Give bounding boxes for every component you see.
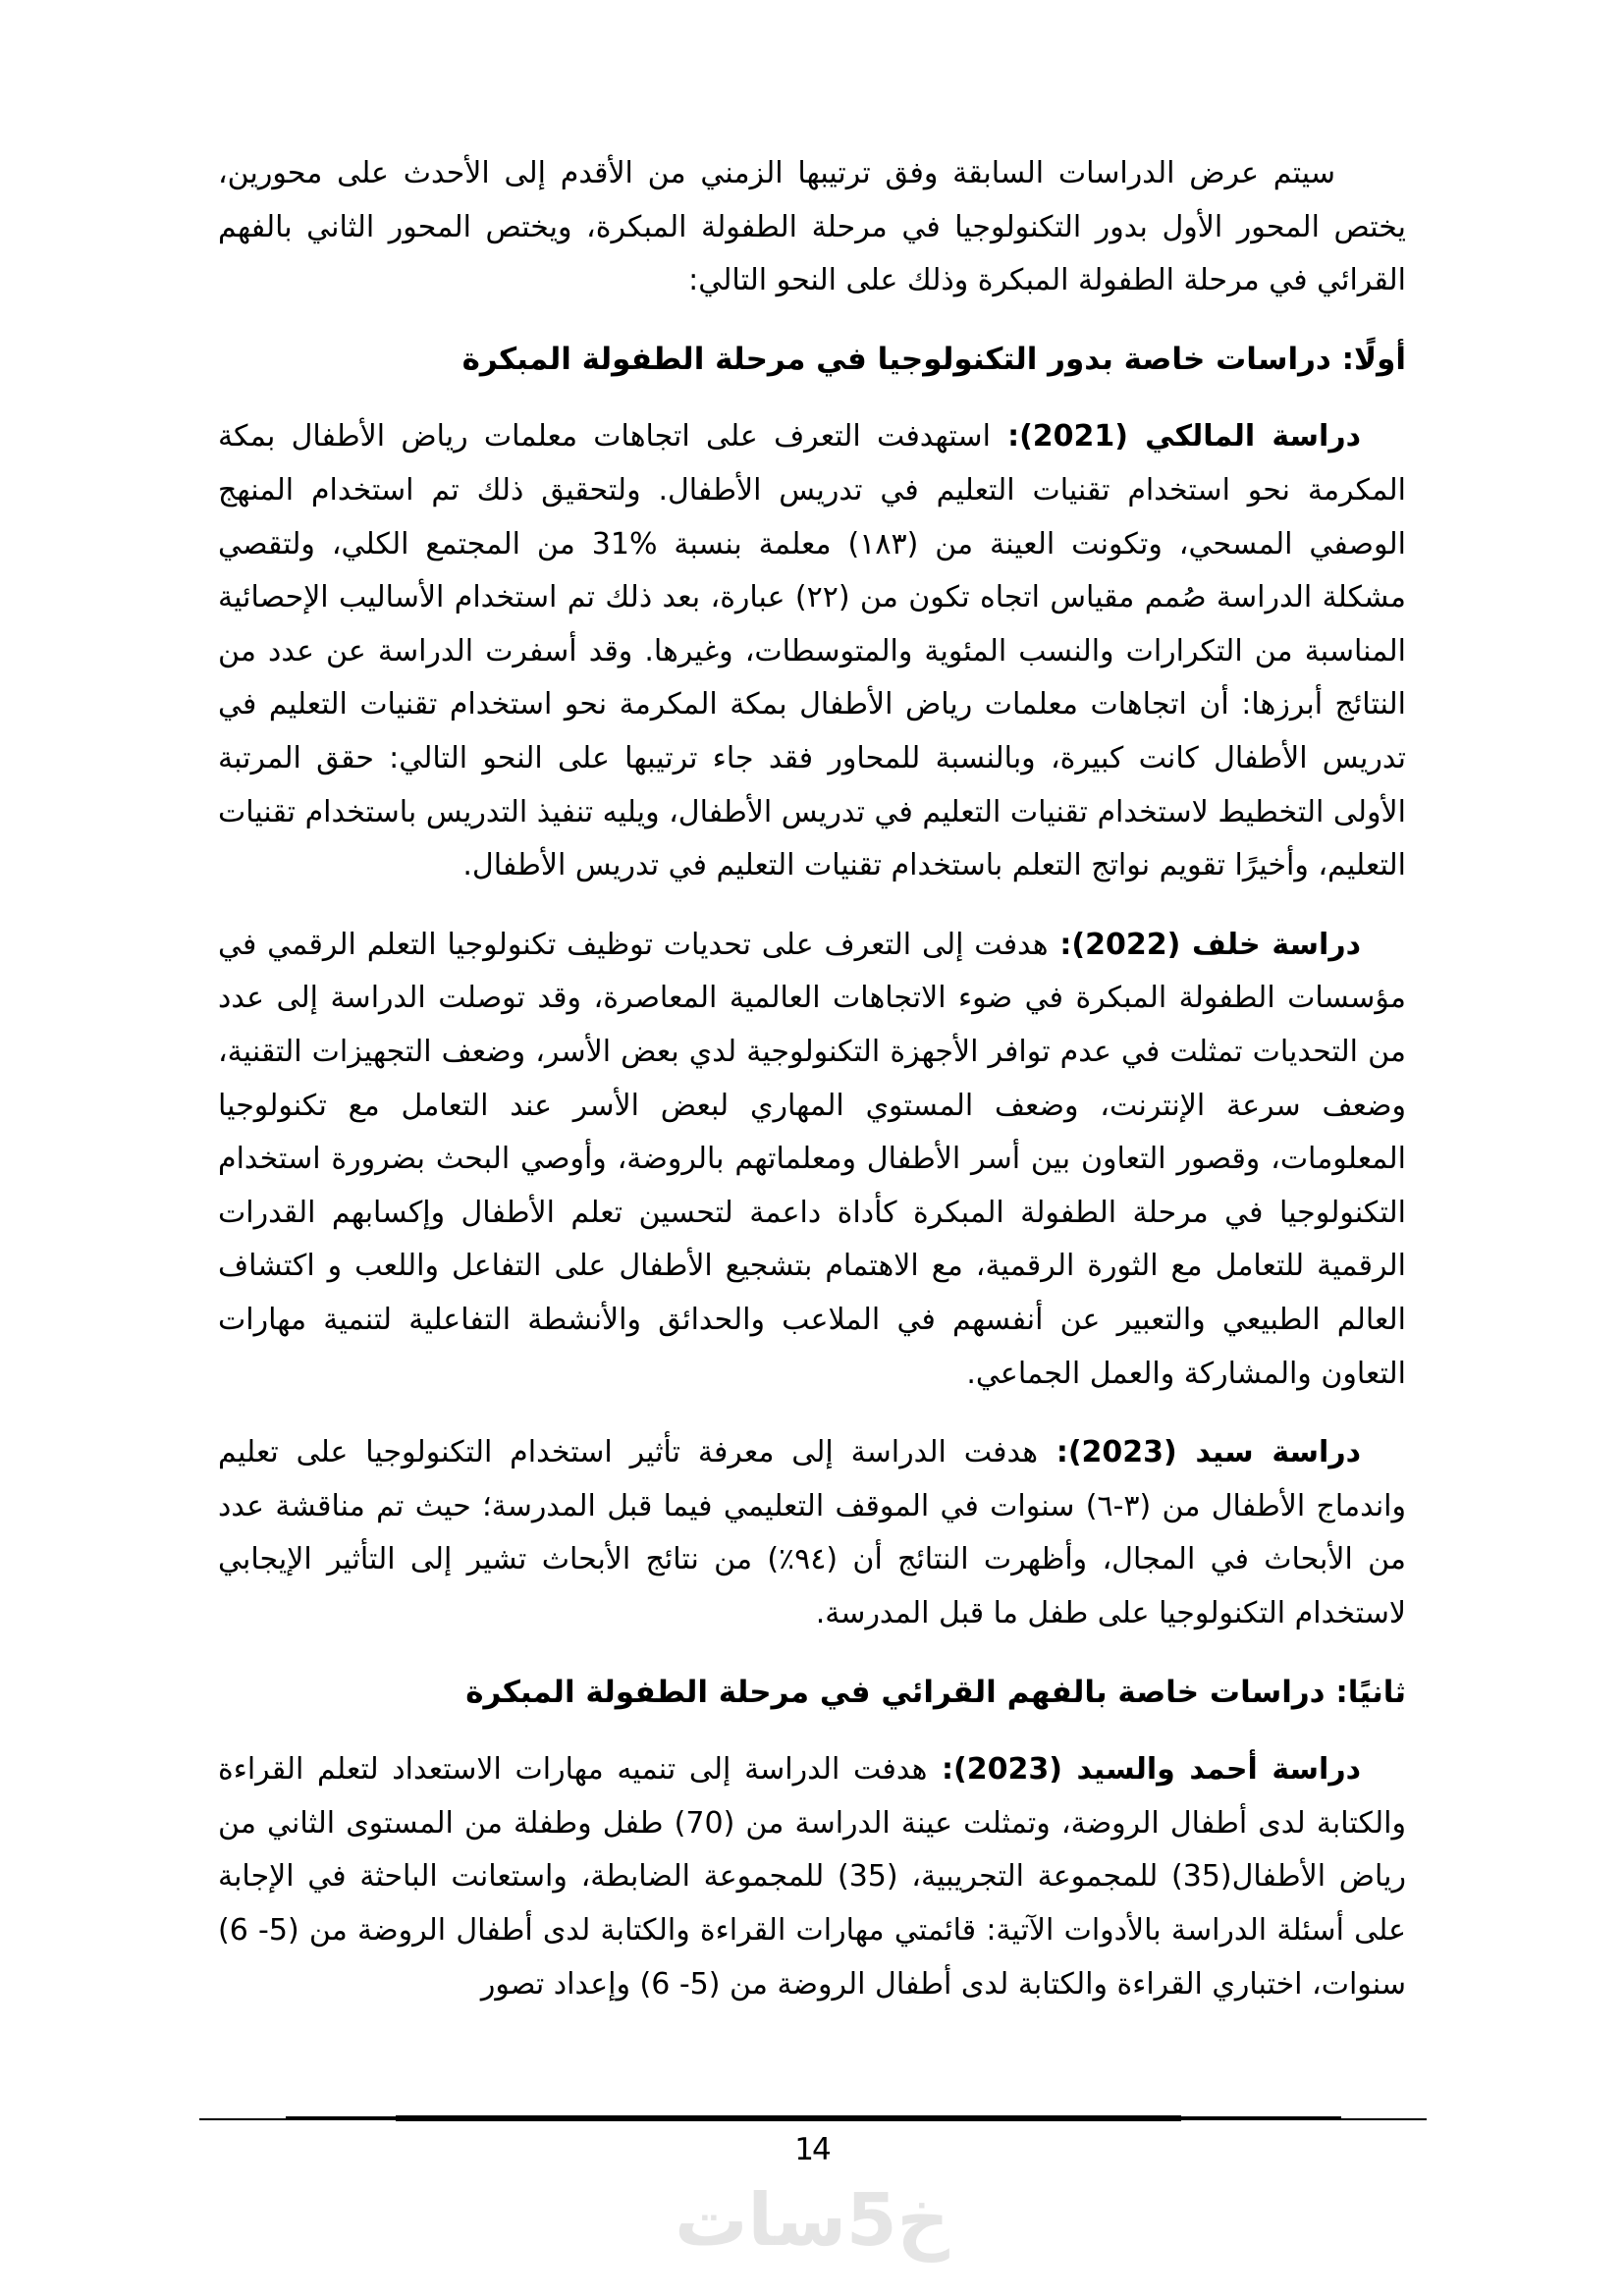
study-paragraph-sayed-2023 [218, 1426, 1406, 1640]
intro-paragraph: سيتم عرض الدراسات السابقة وفق ترتيبها الزمني من الأقدم إلى الأحدث على محورين، يختص المحور الأول بدور التكنولوجيا في مرحلة الطفولة المبكرة، ويختص المحور الثاني بالفهم القرائي في مرحلة الطفولة المبكرة وذلك على النحو التالي: [218, 156, 1406, 298]
footer-rule-thick-line [396, 2115, 1181, 2121]
khamsat-watermark: خ5سات [675, 2178, 949, 2263]
page-number: 14 [794, 2132, 830, 2167]
section-2-heading: ثانيًا: دراسات خاصة بالفهم القرائي في مرحلة الطفولة المبكرة [465, 1674, 1406, 1710]
study-body-sayed-2023: هدفت الدراسة إلى معرفة تأثير استخدام التكنولوجيا على تعليم واندماج الأطفال من (٣-٦) سنوات في الموقف التعليمي فيما قبل المدرسة؛ حيث تم مناقشة عدد من الأبحاث في المجال، وأظهرت النتائج أن (٩٤٪) من نتائج الأبحاث تشير إلى التأثير الإيجابي لاستخدام التكنولوجيا على طفل ما قبل المدرسة. [218, 1435, 1406, 1630]
footer-divider-rule [199, 2114, 1427, 2124]
study-body-malki-2021: استهدفت التعرف على اتجاهات معلمات رياض الأطفال بمكة المكرمة نحو استخدام تقنيات التعليم في تدريس الأطفال. ولتحقيق ذلك تم استخدام المنهج الوصفي المسحي، وتكونت العينة من (١٨٣) معلمة بنسبة %31 من المجتمع الكلي، ولتقصي مشكلة الدراسة صُمم مقياس اتجاه تكون من (٢٢) عبارة، بعد ذلك تم استخدام الأساليب الإحصائية المناسبة من التكرارات والنسب المئوية والمتوسطات، وغيرها. وقد أسفرت الدراسة عن عدد من النتائج أبرزها: أن اتجاهات معلمات رياض الأطفال بمكة المكرمة نحو استخدام تقنيات التعليم في تدريس الأطفال كانت كبيرة، وبالنسبة للمحاور فقد جاء ترتيبها على النحو التالي: حقق المرتبة الأولى التخطيط لاستخدام تقنيات التعليم في تدريس الأطفال، ويليه تنفيذ التدريس باستخدام تقنيات التعليم، وأخيرًا تقويم نواتج التعلم باستخدام تقنيات التعليم في تدريس الأطفال. [218, 419, 1407, 883]
study-lead-malki-2021: دراسة المالكي (2021): [990, 419, 1361, 454]
study-paragraph-ahmed-elsayed-2023 [218, 1743, 1406, 2011]
study-body-ahmed-elsayed-2023: هدفت الدراسة إلى تنميه مهارات الاستعداد لتعلم القراءة والكتابة لدى أطفال الروضة، وتمثلت عينة الدراسة من (70) طفل وطفلة من المستوى الثاني من رياض الأطفال(35) للمجموعة التجريبية، (35) للمجموعة الضابطة، واستعانت الباحثة في الإجابة على أسئلة الدراسة بالأدوات الآتية: قائمتي مهارات القراءة والكتابة لدى أطفال الروضة من (5- 6) سنوات، اختباري القراءة والكتابة لدى أطفال الروضة من (5- 6) وإعداد تصور [218, 1752, 1407, 2002]
study-paragraph-khalaf-2022 [218, 919, 1406, 1401]
document-body [218, 147, 1406, 2037]
study-lead-khalaf-2022: دراسة خلف (2022): [1048, 927, 1362, 962]
section-1-heading: أولًا: دراسات خاصة بدور التكنولوجيا في مرحلة الطفولة المبكرة [461, 341, 1406, 377]
study-lead-ahmed-elsayed-2023: دراسة أحمد والسيد (2023): [927, 1752, 1361, 1788]
study-lead-sayed-2023: دراسة سيد (2023): [1038, 1435, 1361, 1470]
study-body-khalaf-2022: هدفت إلى التعرف على تحديات توظيف تكنولوجيا التعلم الرقمي في مؤسسات الطفولة المبكرة في ضوء الاتجاهات العالمية المعاصرة، وقد توصلت الدراسة إلى عدد من التحديات تمثلت في عدم توافر الأجهزة التكنولوجية لدي بعض الأسر، وضعف التجهيزات التقنية، وضعف سرعة الإنترنت، وضعف المستوي المهاري لبعض الأسر عند التعامل مع تكنولوجيا المعلومات، وقصور التعاون بين أسر الأطفال ومعلماتهم بالروضة، وأوصي البحث بضرورة استخدام التكنولوجيا في مرحلة الطفولة المبكرة كأداة داعمة لتحسين تعلم الأطفال وإكسابهم القدرات الرقمية للتعامل مع الثورة الرقمية، مع الاهتمام بتشجيع الأطفال على التفاعل واللعب و اكتشاف العالم الطبيعي والتعبير عن أنفسهم في الملاعب والحدائق والأنشطة التفاعلية لتنمية مهارات التعاون والمشاركة والعمل الجماعي. [218, 927, 1406, 1391]
study-paragraph-malki-2021 [218, 410, 1406, 892]
